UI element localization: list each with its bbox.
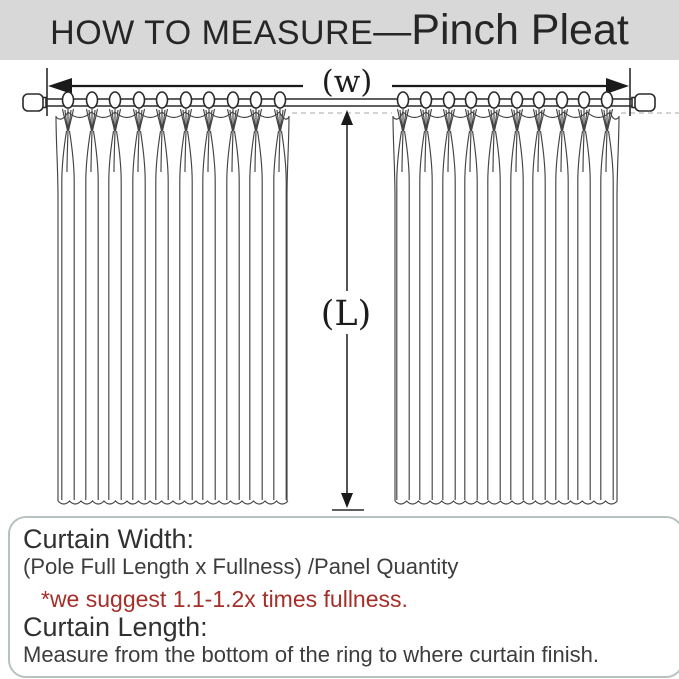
right-finial [635, 94, 655, 111]
left-curtain-panel [56, 108, 289, 504]
length-arrowhead-down [341, 493, 353, 508]
page-title-style: Pinch Pleat [411, 6, 629, 54]
page-title-dash: — [373, 11, 412, 53]
curtain-width-formula: (Pole Full Length x Fullness) /Panel Quantity [23, 554, 459, 579]
curtain-length-note: Measure from the bottom of the ring to where curtain finish. [23, 642, 599, 667]
left-panel-right-edge [287, 116, 289, 501]
page-title-measure: HOW TO MEASURE [50, 14, 374, 52]
rod-bar [44, 99, 634, 106]
right-panel-top-swag [393, 112, 619, 119]
left-panel-left-edge [56, 116, 58, 501]
right-panel-right-edge [617, 116, 619, 501]
right-panel-left-edge [393, 116, 395, 501]
curtain-length-heading: Curtain Length: [23, 612, 208, 642]
width-dimension-label: (w) [321, 64, 373, 100]
length-dimension [321, 110, 372, 510]
left-finial [23, 94, 43, 111]
width-dimension [47, 64, 630, 116]
fullness-suggestion-note: *we suggest 1.1-1.2x times fullness. [41, 586, 408, 612]
right-curtain-panel [393, 108, 619, 504]
width-arrowhead-right [606, 78, 629, 94]
curtain-width-heading: Curtain Width: [23, 524, 195, 554]
header-bar [0, 0, 679, 60]
left-panel-hem [58, 501, 288, 504]
right-panel-hem [395, 501, 617, 504]
length-arrowhead-up [341, 110, 353, 125]
info-box [8, 516, 679, 678]
length-dimension-label: (L) [320, 294, 372, 334]
